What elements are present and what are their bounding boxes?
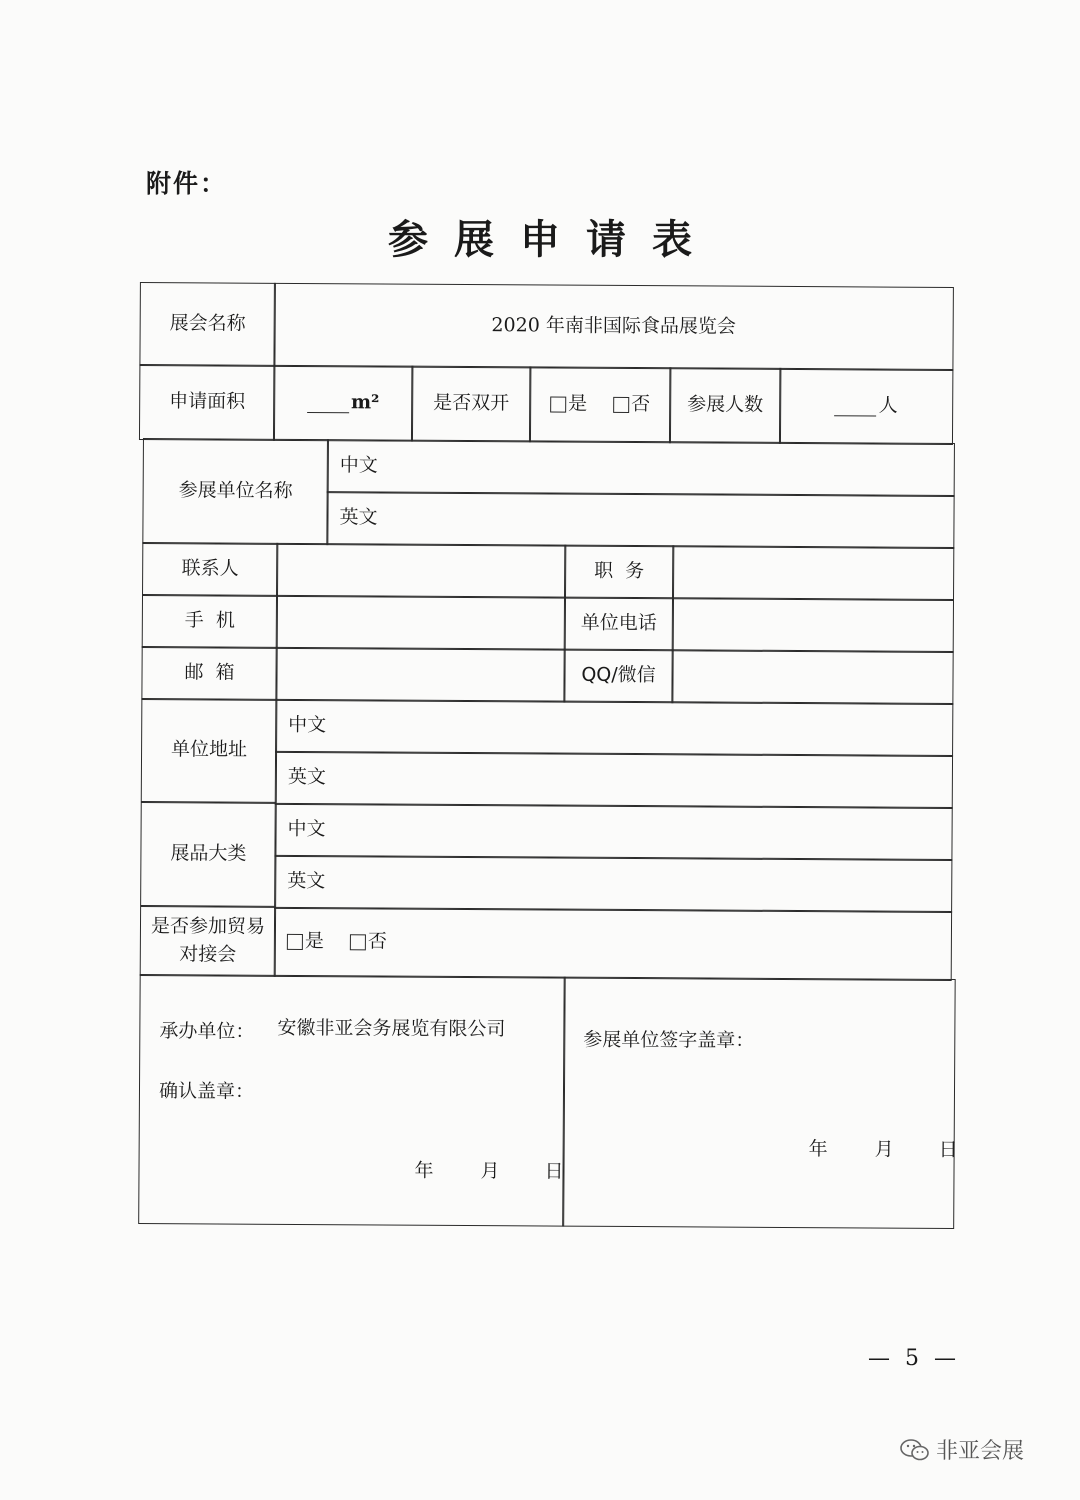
participants-unit: 人	[878, 394, 898, 417]
office-phone-field[interactable]	[672, 597, 954, 653]
double-open-options	[529, 366, 671, 443]
address-label: 单位地址	[141, 698, 278, 803]
mobile-label: 手 机	[142, 594, 278, 649]
exhibition-name-label: 展会名称	[139, 282, 276, 367]
exhibitor-sign-section[interactable]	[562, 977, 956, 1229]
application-form	[134, 270, 974, 1225]
exhibitor-date-day: 日	[938, 1138, 958, 1162]
area-field[interactable]	[273, 365, 413, 442]
wechat-icon	[900, 1438, 930, 1462]
double-open-yes-checkbox[interactable]	[550, 397, 566, 413]
attachment-label: 附件：	[146, 169, 228, 198]
address-en-field[interactable]	[275, 751, 953, 809]
trade-meeting-label: 是否参加贸易对接会	[140, 906, 276, 977]
category-en-label: 英文	[287, 870, 326, 893]
organizer-date-month: 月	[480, 1160, 500, 1183]
watermark	[900, 1434, 1024, 1465]
trade-meeting-yes-label: 是	[304, 930, 324, 953]
email-label: 邮 箱	[141, 646, 277, 701]
address-cn-field[interactable]	[275, 699, 953, 757]
page-number: — 5 —	[868, 1346, 960, 1371]
participants-field[interactable]	[779, 368, 953, 445]
double-open-no-label: 否	[631, 393, 651, 416]
trade-meeting-no-checkbox[interactable]	[350, 934, 366, 950]
position-field[interactable]	[672, 545, 954, 601]
organizer-label: 承办单位：	[159, 1020, 255, 1043]
exhibitor-sign-label: 参展单位签字盖章：	[583, 1028, 755, 1052]
company-name-en-label: 英文	[339, 506, 378, 529]
company-name-cn-field[interactable]	[327, 439, 955, 497]
category-label: 展品大类	[140, 802, 277, 907]
confirm-seal-label: 确认盖章：	[158, 1080, 255, 1103]
exhibitor-date-month: 月	[874, 1138, 894, 1161]
page-title: 参展申请表	[388, 217, 718, 263]
organizer-date-day: 日	[544, 1160, 564, 1183]
mobile-field[interactable]	[276, 595, 566, 651]
qq-wechat-field[interactable]	[671, 649, 953, 705]
double-open-yes-label: 是	[568, 392, 588, 415]
organizer-date-year: 年	[414, 1159, 434, 1182]
position-label: 职 务	[564, 545, 674, 600]
exhibition-name-value: 2020 年南非国际食品展览会	[273, 283, 954, 371]
trade-meeting-options	[274, 907, 952, 981]
email-field[interactable]	[275, 647, 565, 703]
qq-wechat-label: QQ/微信	[563, 649, 673, 704]
category-en-field[interactable]	[274, 855, 952, 913]
trade-meeting-yes-checkbox[interactable]	[287, 934, 303, 950]
area-label: 申请面积	[139, 364, 275, 441]
exhibitor-date-year: 年	[808, 1138, 828, 1161]
organizer-value: 安徽非亚会务展览有限公司	[277, 1016, 506, 1041]
address-en-label: 英文	[287, 766, 326, 789]
double-open-label: 是否双开	[411, 366, 531, 443]
category-cn-label: 中文	[287, 818, 326, 841]
watermark-text: 非亚会展	[936, 1439, 1025, 1464]
company-name-en-field[interactable]	[326, 491, 954, 549]
double-open-no-checkbox[interactable]	[613, 397, 629, 413]
participants-label: 参展人数	[669, 367, 781, 444]
category-cn-field[interactable]	[274, 803, 952, 861]
trade-meeting-no-label: 否	[367, 930, 387, 953]
contact-field[interactable]	[276, 543, 566, 599]
address-cn-label: 中文	[288, 714, 327, 737]
contact-label: 联系人	[142, 542, 278, 597]
company-name-label: 参展单位名称	[142, 438, 329, 545]
area-unit: m²	[350, 391, 380, 414]
company-name-cn-label: 中文	[339, 454, 378, 477]
office-phone-label: 单位电话	[564, 597, 674, 652]
